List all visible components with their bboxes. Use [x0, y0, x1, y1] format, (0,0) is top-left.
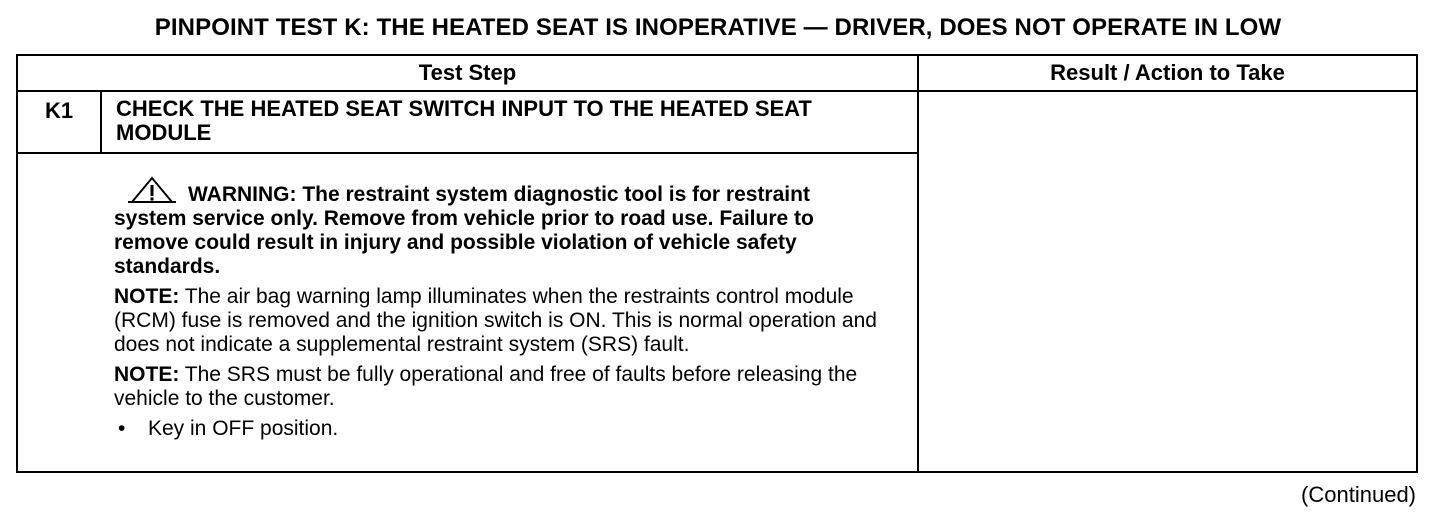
header-result-action: Result / Action to Take	[919, 56, 1416, 92]
continued-label: (Continued)	[1301, 482, 1416, 507]
page-title: PINPOINT TEST K: THE HEATED SEAT IS INOPERATIVE — DRIVER, DOES NOT OPERATE IN LOW	[154, 14, 1282, 41]
note-2	[114, 363, 884, 411]
bullet-text: Key in OFF position.	[148, 417, 339, 440]
note-2-text: The SRS must be fully operational and free of faults before releasing the vehicle to the customer.	[114, 363, 858, 410]
warning-paragraph	[114, 176, 884, 279]
note-2-label: NOTE:	[114, 363, 180, 386]
note-1-label: NOTE:	[114, 285, 180, 308]
header-test-step: Test Step	[18, 56, 919, 92]
note-1	[114, 285, 884, 357]
warning-triangle-icon	[128, 176, 176, 204]
bullet-marker: •	[118, 417, 126, 440]
pinpoint-test-table	[16, 54, 1418, 473]
step-body	[18, 154, 919, 471]
step-header-row	[18, 92, 919, 154]
bullet-item	[114, 417, 917, 441]
warning-text: WARNING: The restraint system diagnostic tool is for restraint system service only. Remove from vehicle prior to road use. Failure to remove could result in injury and possible violation of vehicle safety standards.	[114, 183, 814, 278]
step-id: K1	[18, 92, 102, 152]
result-action-cell	[919, 92, 1416, 471]
note-1-text: The air bag warning lamp illuminates when the restraints control module (RCM) fuse is removed and the ignition switch is ON. This is normal operation and does not indicate a supplemental restraint system (SRS) fault.	[114, 285, 877, 356]
step-title: CHECK THE HEATED SEAT SWITCH INPUT TO THE HEATED SEAT MODULE	[116, 96, 812, 145]
